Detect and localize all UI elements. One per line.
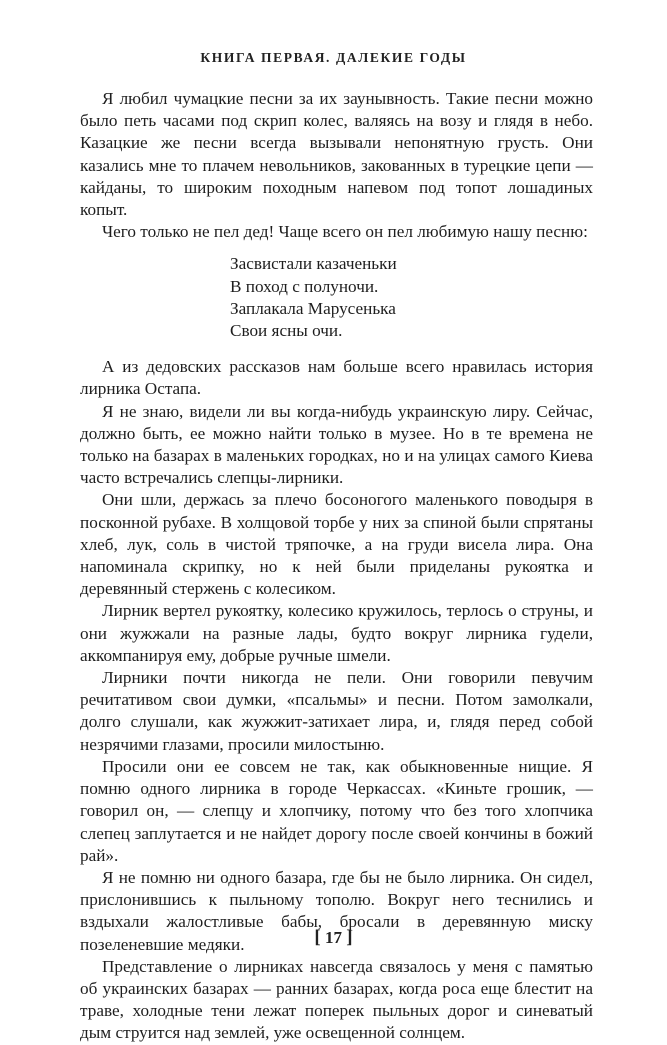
page-number-bracket-right: ] <box>346 927 353 948</box>
paragraph: Я не знаю, видели ли вы когда-нибудь украинскую лиру. Сейчас, должно быть, ее можно найти только в музее. Но в те времена не только на базарах в маленьких городках, но и на улицах самого Киева часто встречались слепцы-лирники. <box>80 401 593 488</box>
page-number <box>0 927 667 949</box>
verse-line: Свои ясны очи. <box>230 321 343 341</box>
paragraph: Они шли, держась за плечо босоногого маленького поводыря в посконной рубахе. В холщовой торбе у них за спиной были спрятаны хлеб, лук, соль в чистой тряпочке, а на груди висела лира. Она напоминала скрипку, но к ней были приделаны рукоятка и деревянный стержень с колесиком. <box>80 490 593 599</box>
paragraph: А из дедовских рассказов нам больше всего нравилась история лирника Остапа. <box>80 357 593 399</box>
paragraph: Я не помню ни одного базара, где бы не было лирника. Он сидел, прислонившись к пыльному тополю. Вокруг него теснились и вздыхали жалостливые бабы, бросали в деревянную миску позеленевшие медяки. <box>80 867 593 954</box>
verse-line: Засвистали казаченьки <box>230 254 397 274</box>
paragraph: Лирники почти никогда не пели. Они говорили певучим речитативом свои думки, «псальмы» и песни. Потом замолкали, долго слушали, как жужжит-затихает лира, и, глядя перед собой незрячими глазами, просили милостыню. <box>80 668 593 754</box>
running-header: КНИГА ПЕРВАЯ. ДАЛЕКИЕ ГОДЫ <box>200 50 467 65</box>
page-number-value: 17 <box>325 928 342 947</box>
body-text <box>80 88 593 1045</box>
song-verse <box>230 253 593 342</box>
paragraph: Просили они ее совсем не так, как обыкновенные нищие. Я помню одного лирника в городе Черкассах. «Киньте грошик, — говорил он, — слепцу и хлопчику, потому что без того хлопчика слепец заплутается и не найдет дорогу после своей кончины в божий рай». <box>80 756 593 865</box>
paragraph: Представление о лирниках навсегда связалось у меня с памятью об украинских базарах — ранних базарах, когда роса еще блестит на траве, холодные тени лежат поперек пыльных дорог и синеватый дым струится над землей, уже освещенной солнцем. <box>80 956 593 1043</box>
verse-line: Заплакала Марусенька <box>230 298 396 318</box>
paragraph: Лирник вертел рукоятку, колесико кружилось, терлось о струны, и они жужжали на разные лады, будто вокруг лирника гудели, аккомпанируя ему, добрые ручные шмели. <box>80 601 593 665</box>
page-number-bracket-left: [ <box>314 927 321 948</box>
paragraph: Я любил чумацкие песни за их заунывность. Такие песни можно было петь часами под скрип колес, валяясь на возу и глядя в небо. Казацкие же песни всегда вызывали непонятную грусть. Они казались мне то плачем невольников, закованных в турецкие цепи — кайданы, то широким походным напевом под топот лошадиных копыт. <box>80 89 593 220</box>
verse-line: В поход с полуночи. <box>230 276 379 296</box>
paragraph: Чего только не пел дед! Чаще всего он пел любимую нашу песню: <box>102 222 588 242</box>
